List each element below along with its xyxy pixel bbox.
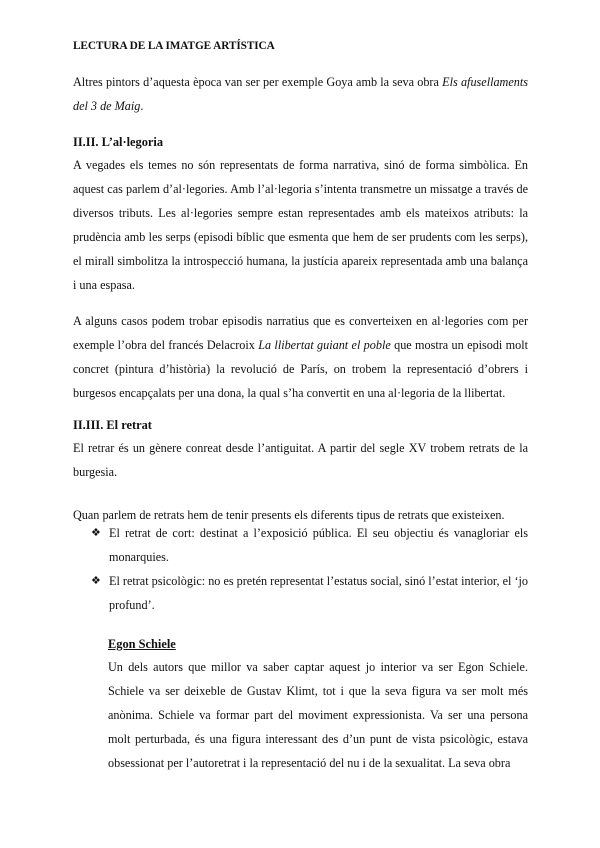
diamond-bullet-icon: ❖	[91, 575, 101, 587]
subheading-egon-schiele: Egon Schiele	[108, 637, 176, 651]
list-item	[91, 521, 528, 569]
intro-end: .	[140, 99, 144, 113]
intro-text: Altres pintors d’aquesta època van ser per exemple Goya amb la seva obra	[73, 75, 443, 89]
list-item-text: El retrat psicològic: no es pretén representat l’estatus social, sinó l’estat interior, el ‘jo profund’.	[109, 574, 528, 612]
intro-work-title: Els afusellaments del 3 de Maig	[73, 75, 528, 113]
delacroix-work-title: La llibertat guiant el poble	[258, 338, 391, 352]
section-heading-allegory: II.II. L’al·legoria	[73, 135, 164, 149]
allegory-paragraph-2-end: que mostra un episodi molt concret (pintura d’història) la revolució de París, on trobem la representació d’obrers i burgesos encapçalats per una dona, la qual s’ha convertit en una al·legoria de la llibertat.	[73, 338, 528, 400]
diamond-bullet-icon: ❖	[91, 527, 101, 539]
allegory-paragraph-2-start: A alguns casos podem trobar episodis narratius que es converteixen en al·legories com per exemple l’obra del francés Delacroix	[73, 314, 528, 352]
portrait-paragraph-2: Quan parlem de retrats hem de tenir presents els diferents tipus de retrats que existeixen.	[73, 508, 505, 522]
portrait-paragraph-1: El retrar és un gènere conreat desde l’antiguitat. A partir del segle XV trobem retrats de la burgesia.	[73, 441, 528, 479]
schiele-paragraph: Un dels autors que millor va saber captar aquest jo interior va ser Egon Schiele. Schiele va ser deixeble de Gustav Klimt, tot i que la seva figura va ser molt més anònima. Schiele va formar part del moviment expressionista. Va ser una persona molt perturbada, és una figura interessant des d’un punt de vista psicològic, estava obsessionat per l’autoretrat i la representació del nu i de la sexualitat. La seva obra	[108, 660, 528, 770]
list-item	[91, 569, 528, 617]
allegory-paragraph-1: A vegades els temes no són representats de forma narrativa, sinó de forma simbòlica. En aquest cas parlem d’al·legories. Amb l’al·legoria s’intenta transmetre un missatge a través de diversos tributs. Les al·legories sempre estan representades amb els mateixos atributs: la prudència amb les serps (episodi bíblic que esmenta que hem de ser prudents com les serps), el mirall simbolitza la introspecció humana, la justícia apareix representada amb una balança i una espasa.	[73, 158, 528, 292]
intro-paragraph	[73, 70, 528, 118]
portrait-types-list	[91, 521, 528, 617]
allegory-paragraph-2	[73, 309, 528, 405]
document-title: LECTURA DE LA IMATGE ARTÍSTICA	[73, 40, 275, 52]
list-item-text: El retrat de cort: destinat a l’exposició pública. El seu objectiu és vanagloriar els monarquies.	[109, 526, 528, 564]
section-heading-portrait: II.III. El retrat	[73, 418, 152, 432]
